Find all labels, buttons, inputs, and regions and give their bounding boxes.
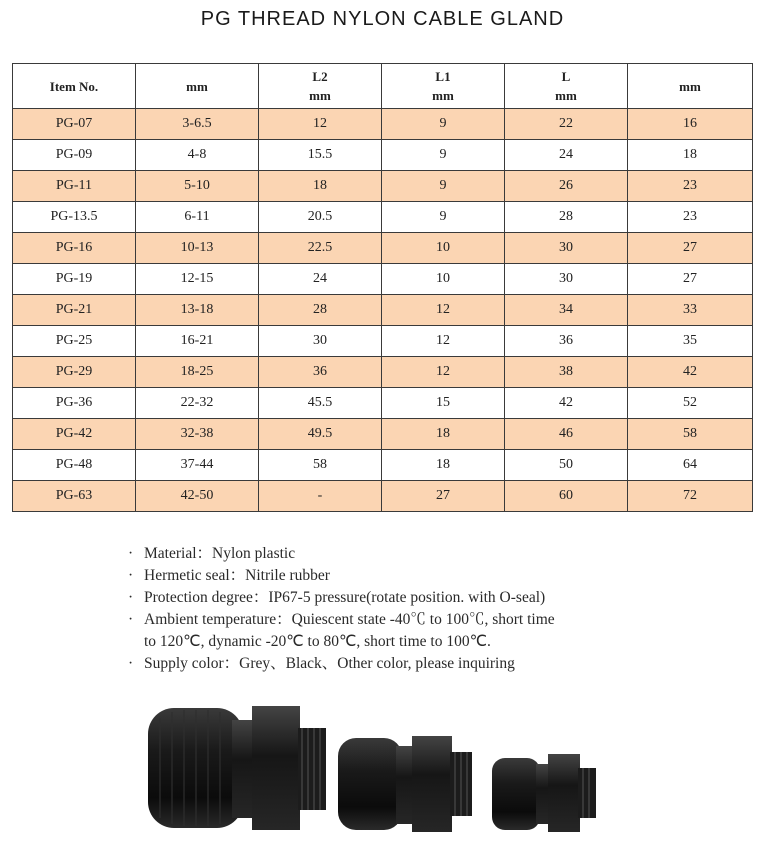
table-cell: PG-42	[13, 419, 136, 450]
table-cell: 12	[382, 357, 505, 388]
table-cell: 26	[505, 171, 628, 202]
table-cell: 22	[505, 109, 628, 140]
page-title: PG THREAD NYLON CABLE GLAND	[200, 8, 565, 30]
medium-gland	[338, 736, 472, 832]
table-cell: 12	[382, 326, 505, 357]
column-header: Item No.	[13, 64, 136, 109]
table-cell: 24	[505, 140, 628, 171]
table-cell: 30	[259, 326, 382, 357]
table-cell: 42-50	[136, 481, 259, 512]
table-cell: 24	[259, 264, 382, 295]
spec-notes	[128, 543, 608, 675]
table-cell: 28	[505, 202, 628, 233]
table-cell: 10	[382, 233, 505, 264]
table-cell: 52	[628, 388, 753, 419]
table-cell: 50	[505, 450, 628, 481]
table-cell: 12	[382, 295, 505, 326]
table-cell: 16	[628, 109, 753, 140]
table-cell: PG-13.5	[13, 202, 136, 233]
table-row	[13, 388, 753, 419]
note-ambient-cont: to 120℃, dynamic -20℃ to 80℃, short time to 100℃.	[144, 633, 491, 650]
table-cell: PG-36	[13, 388, 136, 419]
table-cell: 10	[382, 264, 505, 295]
table-cell: 33	[628, 295, 753, 326]
table-cell: 36	[505, 326, 628, 357]
large-gland	[148, 706, 326, 830]
table-cell: 30	[505, 233, 628, 264]
column-header: L2 mm	[259, 64, 382, 109]
note-ambient: · Ambient temperature：Quiescent state -40℃ to 100℃, short time	[128, 611, 555, 628]
table-cell: 16-21	[136, 326, 259, 357]
table-cell: 22-32	[136, 388, 259, 419]
table-header-row	[13, 64, 753, 109]
table-cell: 18	[382, 450, 505, 481]
table-cell: 9	[382, 202, 505, 233]
table-row	[13, 233, 753, 264]
table-cell: 27	[628, 264, 753, 295]
table-cell: 10-13	[136, 233, 259, 264]
table-row	[13, 357, 753, 388]
note-protection: · Protection degree：IP67-5 pressure(rotate position. with O-seal)	[128, 589, 546, 606]
table-row	[13, 202, 753, 233]
spec-table	[12, 63, 753, 512]
table-row	[13, 419, 753, 450]
small-gland	[492, 754, 596, 832]
note-seal: · Hermetic seal：Nitrile rubber	[128, 567, 330, 584]
table-cell: 28	[259, 295, 382, 326]
table-cell: PG-19	[13, 264, 136, 295]
table-cell: PG-11	[13, 171, 136, 202]
table-cell: PG-16	[13, 233, 136, 264]
column-header: mm	[628, 64, 753, 109]
table-cell: 58	[628, 419, 753, 450]
table-cell: 46	[505, 419, 628, 450]
table-cell: 18-25	[136, 357, 259, 388]
table-row	[13, 140, 753, 171]
table-cell: 12-15	[136, 264, 259, 295]
table-cell: PG-48	[13, 450, 136, 481]
table-row	[13, 450, 753, 481]
table-cell: 18	[628, 140, 753, 171]
table-cell: 27	[628, 233, 753, 264]
table-cell: 3-6.5	[136, 109, 259, 140]
column-header: mm	[136, 64, 259, 109]
table-cell: 34	[505, 295, 628, 326]
table-row	[13, 481, 753, 512]
table-cell: PG-63	[13, 481, 136, 512]
table-cell: 27	[382, 481, 505, 512]
table-cell: 13-18	[136, 295, 259, 326]
table-cell: 35	[628, 326, 753, 357]
table-cell: 38	[505, 357, 628, 388]
table-cell: -	[259, 481, 382, 512]
table-row	[13, 171, 753, 202]
table-cell: 9	[382, 109, 505, 140]
note-material: · Material：Nylon plastic	[128, 545, 296, 562]
table-cell: 15	[382, 388, 505, 419]
table-cell: PG-29	[13, 357, 136, 388]
table-cell: 4-8	[136, 140, 259, 171]
table-cell: PG-21	[13, 295, 136, 326]
table-cell: 32-38	[136, 419, 259, 450]
cable-gland-photo	[140, 698, 640, 838]
table-cell: 5-10	[136, 171, 259, 202]
column-header: L mm	[505, 64, 628, 109]
table-cell: 9	[382, 171, 505, 202]
table-cell: 36	[259, 357, 382, 388]
column-header: L1 mm	[382, 64, 505, 109]
table-cell: 6-11	[136, 202, 259, 233]
table-cell: 23	[628, 171, 753, 202]
table-cell: 18	[382, 419, 505, 450]
table-row	[13, 295, 753, 326]
table-body	[13, 109, 753, 512]
table-cell: 58	[259, 450, 382, 481]
table-cell: 49.5	[259, 419, 382, 450]
table-row	[13, 326, 753, 357]
table-cell: 45.5	[259, 388, 382, 419]
table-cell: 37-44	[136, 450, 259, 481]
table-cell: 22.5	[259, 233, 382, 264]
table-cell: 72	[628, 481, 753, 512]
table-row	[13, 264, 753, 295]
table-cell: PG-25	[13, 326, 136, 357]
table-cell: 15.5	[259, 140, 382, 171]
table-cell: 20.5	[259, 202, 382, 233]
table-cell: 12	[259, 109, 382, 140]
table-cell: 30	[505, 264, 628, 295]
table-cell: 64	[628, 450, 753, 481]
table-cell: 42	[628, 357, 753, 388]
table-cell: 42	[505, 388, 628, 419]
table-cell: 60	[505, 481, 628, 512]
table-cell: 23	[628, 202, 753, 233]
table-cell: 18	[259, 171, 382, 202]
table-cell: 9	[382, 140, 505, 171]
note-color: · Supply color：Grey、Black、Other color, please inquiring	[128, 655, 515, 672]
table-row	[13, 109, 753, 140]
table-cell: PG-07	[13, 109, 136, 140]
table-cell: PG-09	[13, 140, 136, 171]
